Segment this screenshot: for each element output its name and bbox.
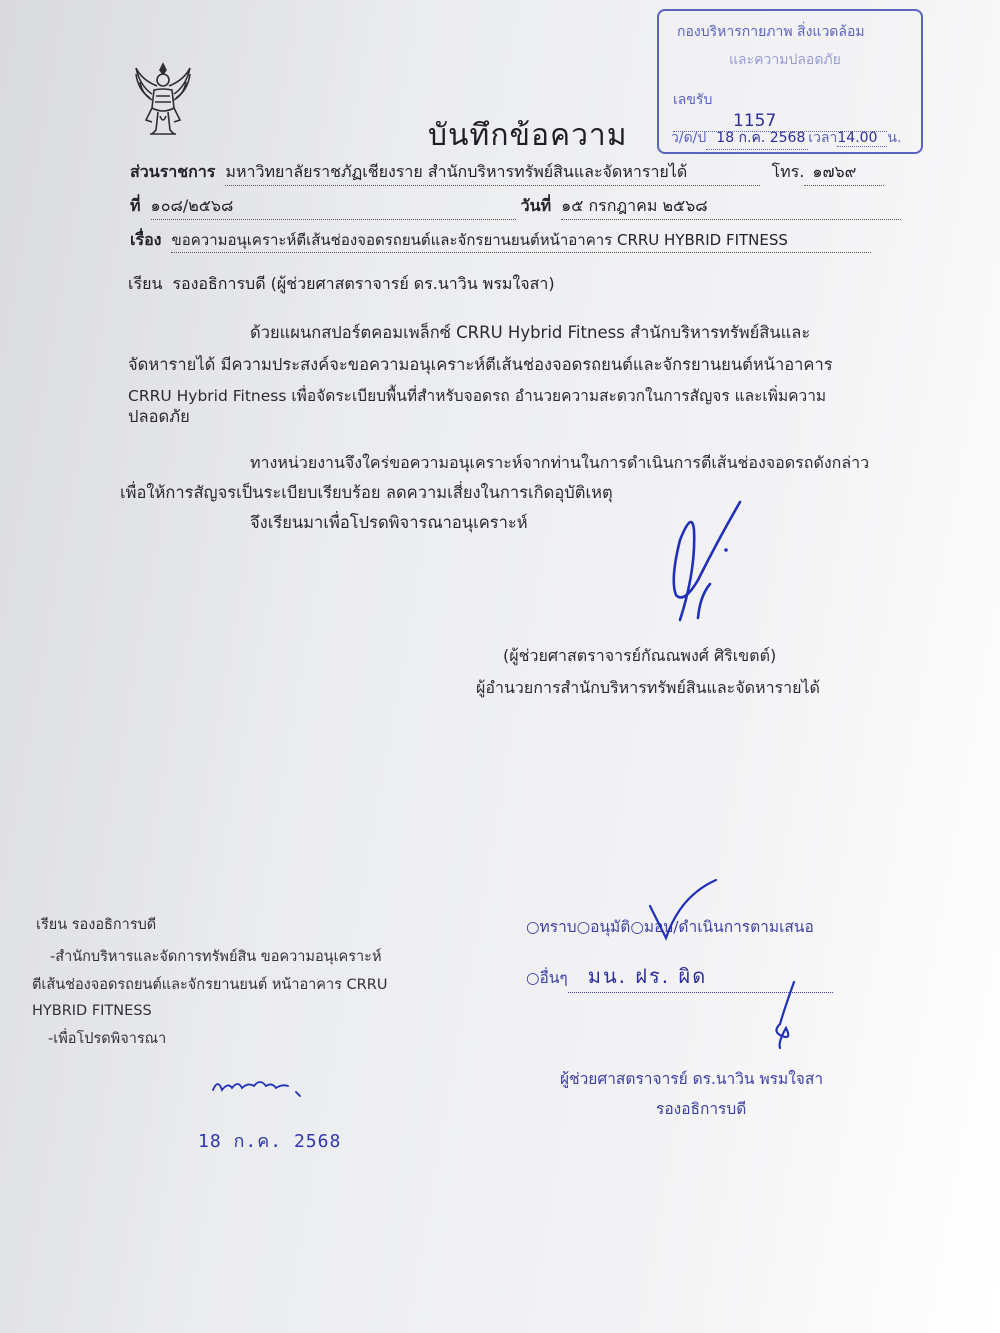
note-line-4: HYBRID FITNESS [32, 1003, 152, 1019]
note-line-3: ตีเส้นช่องจอดรถยนต์และจักรยานยนต์ หน้าอาคาร CRRU [32, 977, 388, 993]
note-initials-signature [210, 1074, 305, 1098]
approver-title: รองอธิการบดี [656, 1100, 747, 1118]
stamp-line-1: กองบริหารกายภาพ สิ่งแวดล้อม [677, 24, 865, 40]
approval-handwritten-note: มน. ฝร. ผิด [587, 964, 708, 988]
note-line-1: เรียน รองอธิการบดี [36, 917, 157, 933]
stamp-time-label: เวลา [808, 130, 838, 146]
stamp-date-value: 18 ก.ค. 2568 [716, 130, 806, 146]
date-value: ๑๕ กรกฎาคม ๒๕๖๘ [561, 196, 708, 215]
salutation-row [128, 272, 555, 297]
para1-line2: จัดหารายได้ มีความประสงค์จะขอความอนุเคราะห์ตีเส้นช่องจอดรถยนต์และจักรยานยนต์หน้าอาคาร [128, 355, 833, 374]
subject-value: ขอความอนุเคราะห์ตีเส้นช่องจอดรถยนต์และจักรยานยนต์หน้าอาคาร CRRU HYBRID FITNESS [171, 231, 788, 249]
department-value: มหาวิทยาลัยราชภัฏเชียงราย สำนักบริหารทรัพย์สินและจัดหารายได้ [225, 162, 688, 181]
para1-line4 [128, 398, 190, 428]
subject-row [130, 228, 871, 253]
para2-line2: เพื่อให้การสัญจรเป็นระเบียบเรียบร้อย ลดความเสี่ยงในการเกิดอุบัติเหตุ [120, 483, 613, 502]
stamp-time-unit: น. [887, 130, 902, 146]
phone-value: ๑๗๖๙ [812, 162, 857, 181]
director-signature [640, 500, 750, 625]
para1-line1: ด้วยแผนกสปอร์ตคอมเพล็กซ์ CRRU Hybrid Fitness สำนักบริหารทรัพย์สินและ [250, 323, 811, 342]
para2-line1: ทางหน่วยงานจึงใคร่ขอความอนุเคราะห์จากท่านในการดำเนินการตีเส้นช่องจอดรถดังกล่าว [250, 453, 870, 472]
garuda-emblem-icon [132, 60, 194, 138]
approver-signature [760, 980, 810, 1050]
stamp-receive-number: 1157 [733, 111, 777, 131]
stamp-date-label: ว/ด/ป [671, 130, 707, 146]
phone-label: โทร. [771, 162, 805, 181]
to-value: รองอธิการบดี (ผู้ช่วยศาสตราจารย์ ดร.นาวิน พรมใจสา) [172, 274, 555, 293]
para1-line4-text: ปลอดภัย [128, 407, 190, 426]
number-value: ๑๐๘/๒๕๖๘ [150, 196, 234, 215]
approval-other-label: ○อื่นๆ [526, 969, 568, 987]
closing-line: จึงเรียนมาเพื่อโปรดพิจารณาอนุเคราะห์ [250, 513, 528, 532]
date-label: วันที่ [520, 196, 552, 215]
stamp-receive-label: เลขรับ [673, 92, 713, 108]
approval-check-mark [620, 876, 720, 946]
para1-line3: CRRU Hybrid Fitness เพื่อจัดระเบียบพื้นที่สำหรับจอดรถ อำนวยความสะดวกในการสัญจร และเพิ่มความ [128, 387, 827, 405]
approval-options: ○ทราบ○อนุมัติ○มอบ/ดำเนินการตามเสนอ [526, 918, 814, 936]
stamp-receive-row [673, 89, 921, 132]
receiving-stamp [657, 9, 923, 154]
department-label: ส่วนราชการ [130, 162, 216, 181]
number-label: ที่ [130, 196, 141, 215]
stamp-line-2: และความปลอดภัย [729, 52, 841, 68]
stamp-date-row [671, 127, 901, 150]
note-line-5: -เพื่อโปรดพิจารณา [48, 1031, 167, 1047]
signer-title: ผู้อำนวยการสำนักบริหารทรัพย์สินและจัดหารายได้ [476, 678, 820, 697]
to-label: เรียน [128, 274, 163, 293]
memo-title: บันทึกข้อความ [428, 118, 628, 153]
stamp-time-value: 14.00 [837, 130, 878, 146]
note-date-stamp: 18 ก.ค. 2568 [198, 1131, 342, 1152]
department-row [130, 160, 884, 186]
signer-name: (ผู้ช่วยศาสตราจารย์กัณณพงศ์ ศิริเขตต์) [503, 646, 777, 665]
approver-name: ผู้ช่วยศาสตราจารย์ ดร.นาวิน พรมใจสา [560, 1070, 824, 1088]
note-line-2: -สำนักบริหารและจัดการทรัพย์สิน ขอความอนุเคราะห์ [50, 949, 382, 965]
subject-label: เรื่อง [130, 230, 162, 249]
number-date-row [130, 194, 901, 220]
